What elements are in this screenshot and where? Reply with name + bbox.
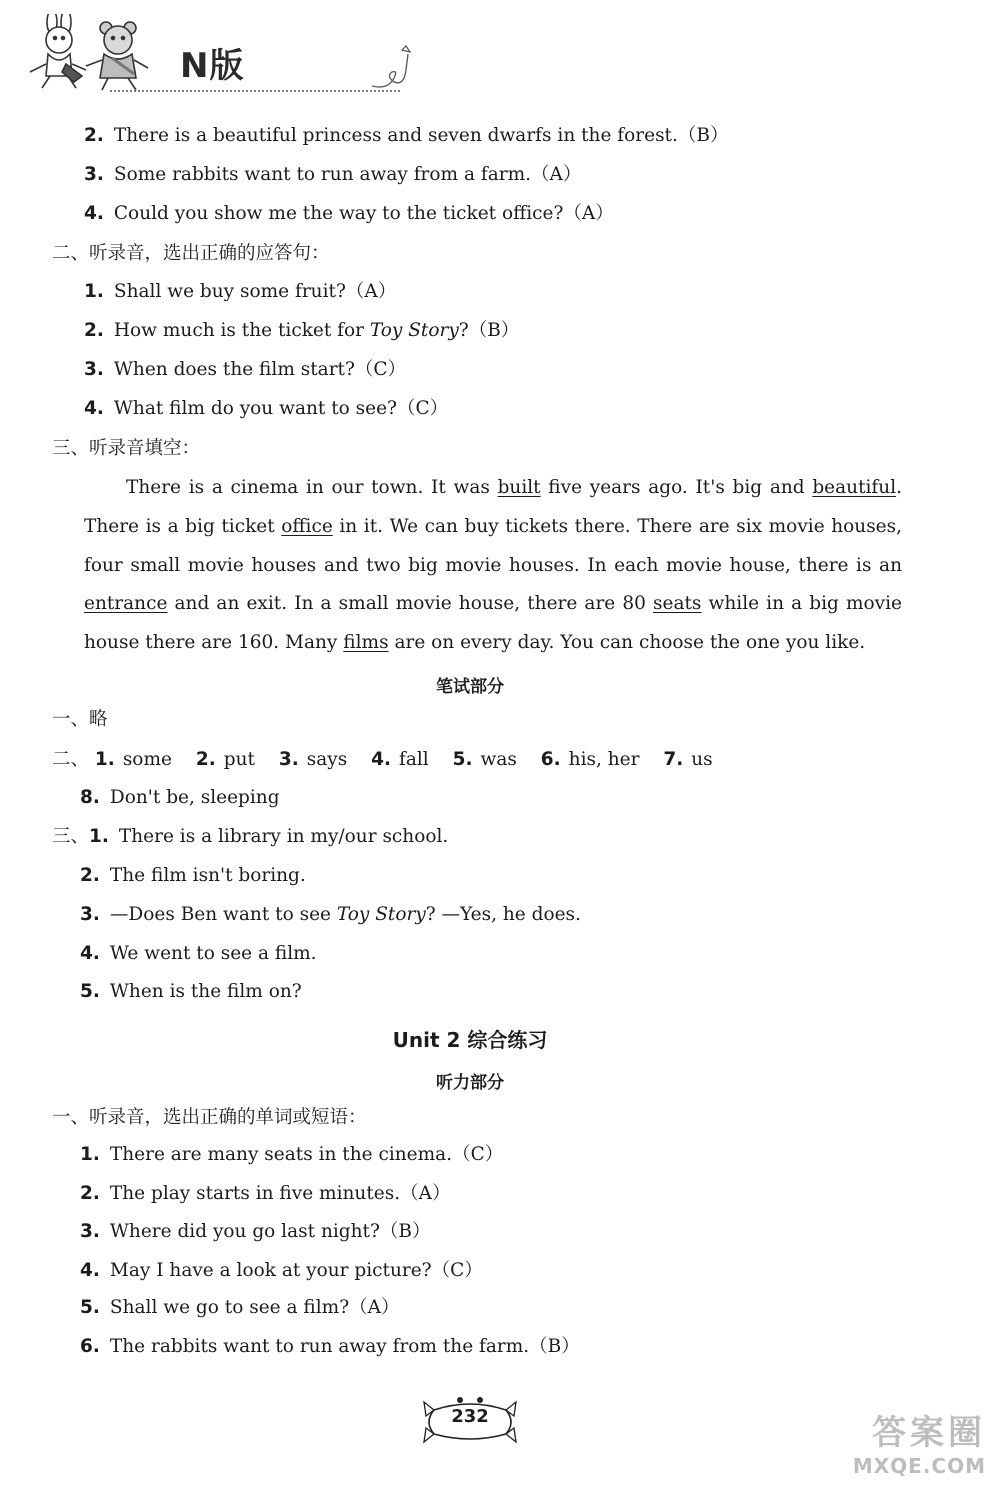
- list-item: 2. The film isn't boring.: [80, 865, 306, 886]
- section-heading: 一、略: [52, 709, 108, 730]
- list-item: 2. How much is the ticket for Toy Story?（B）: [84, 320, 520, 341]
- watermark-url: MXQE.COM: [852, 1454, 986, 1478]
- header-dotted-divider: [110, 90, 400, 92]
- answer-blank: beautiful: [812, 477, 897, 498]
- unit-title: Unit 2 综合练习: [392, 1028, 548, 1052]
- section-title: 听力部分: [436, 1073, 504, 1093]
- answer-blank: built: [497, 477, 541, 498]
- watermark: [853, 1405, 986, 1478]
- curl-ornament-icon: [370, 44, 420, 92]
- section-heading: 一、听录音，选出正确的单词或短语：: [52, 1107, 367, 1128]
- list-item: 3. When does the film start?（C）: [84, 359, 407, 380]
- answer-row: 二、 1. some 2. put 3. says 4. fall 5. was 6. his, her 7. us: [52, 749, 713, 770]
- list-item: 1. some: [94, 749, 172, 770]
- list-item: 4. We went to see a film.: [80, 943, 317, 964]
- page-header: [0, 0, 1000, 100]
- list-item: 7. us: [663, 749, 713, 770]
- answer-blank: seats: [653, 593, 702, 615]
- list-item: 4. fall: [371, 749, 429, 770]
- list-item: 5. was: [452, 749, 517, 770]
- list-item: 4. What film do you want to see?（C）: [84, 398, 449, 419]
- answer-blank: office: [281, 515, 333, 537]
- list-item: 5. Shall we go to see a film?（A）: [80, 1297, 400, 1318]
- list-item: 6. his, her: [540, 749, 640, 770]
- list-item: 8. Don't be, sleeping: [80, 787, 280, 808]
- section-heading: 三、听录音填空：: [52, 438, 201, 459]
- list-item: 2. The play starts in five minutes.（A）: [80, 1183, 451, 1204]
- list-item: 1. Shall we buy some fruit?（A）: [84, 281, 397, 302]
- section-title: 笔试部分: [436, 677, 504, 697]
- list-item: 5. When is the film on?: [80, 981, 302, 1002]
- list-item: 6. The rabbits want to run away from the farm.（B）: [80, 1336, 580, 1357]
- list-item: 3. Some rabbits want to run away from a farm.（A）: [84, 164, 582, 185]
- fill-in-passage: There is a cinema in our town. It was built five years ago. It's big and beautiful. There is a big ticket office in it. We can buy tickets there. There are six movie houses, four small movie houses and two big movie houses. In each movie house, there is an entrance and an exit. In a small movie house, there are 80 seats while in a big movie house there are 160. Many films are on every day. You can choose the one you like.: [84, 477, 903, 654]
- list-item: 1. There are many seats in the cinema.（C）: [80, 1144, 504, 1165]
- list-item: 4. May I have a look at your picture?（C）: [80, 1260, 483, 1281]
- list-item: 2. put: [195, 749, 255, 770]
- list-item: 三、1. There is a library in my/our school.: [52, 826, 449, 847]
- edition-label: N版: [180, 46, 245, 86]
- answer-blank: films: [343, 632, 389, 654]
- section-heading: 二、听录音，选出正确的应答句：: [52, 243, 330, 264]
- answer-blank: entrance: [84, 593, 168, 615]
- list-item: 3. says: [278, 749, 348, 770]
- list-item: 3. —Does Ben want to see Toy Story? —Yes, he does.: [80, 904, 581, 925]
- list-item: 4. Could you show me the way to the ticket office?（A）: [84, 203, 614, 224]
- watermark-logo: 答案圈: [872, 1413, 986, 1453]
- list-item: 2. There is a beautiful princess and seven dwarfs in the forest.（B）: [84, 125, 729, 146]
- bunny-bear-mascot-icon: [22, 14, 162, 92]
- page-number-badge: [420, 1392, 530, 1448]
- page-number: 232: [451, 1406, 489, 1427]
- list-item: 3. Where did you go last night?（B）: [80, 1221, 431, 1242]
